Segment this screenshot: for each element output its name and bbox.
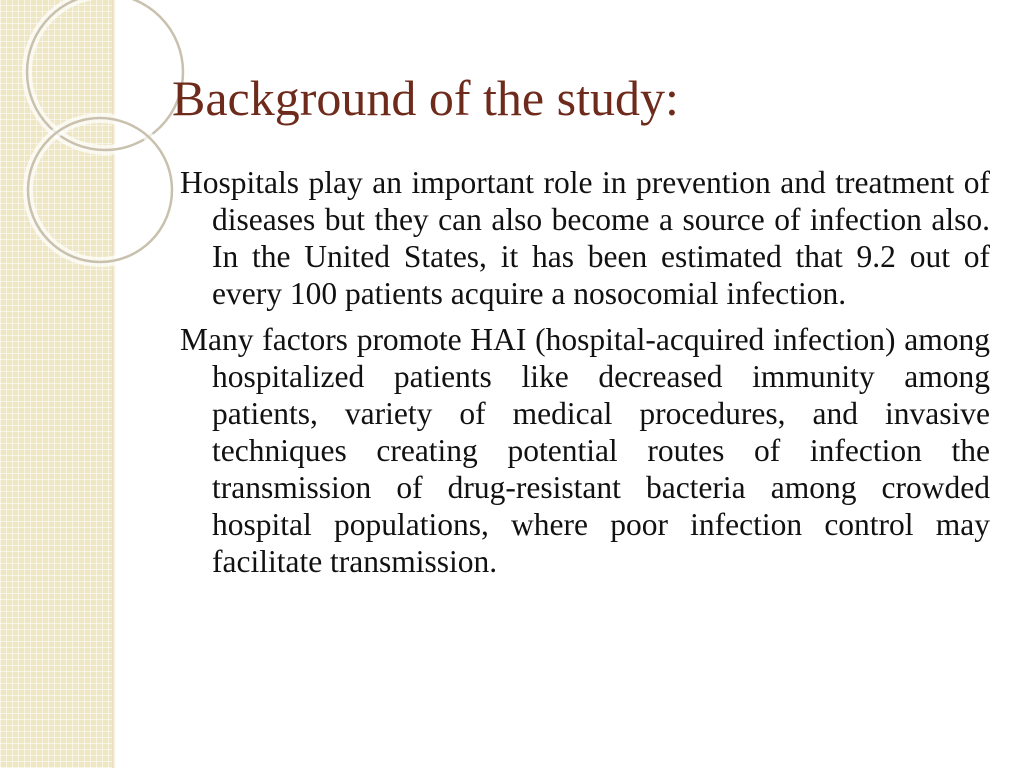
slide-body [180, 164, 990, 589]
paragraph-hai-factors: Many factors promote HAI (hospital-acquired infection) among hospitalized patients like decreased immunity among patients, variety of medical procedures, and invasive techniques creating potential routes of infection the transmission of drug-resistant bacteria among crowded hospital populations, where poor infection control may facilitate transmission. [180, 322, 990, 579]
paragraph-hospitals-role: Hospitals play an important role in prevention and treatment of diseases but they can also become a source of infection also. In the United States, it has been estimated that 9.2 out of every 100 patients acquire a nosocomial infection. [180, 165, 990, 311]
decorative-rings [0, 0, 200, 300]
slide-title: Background of the study: [172, 70, 679, 126]
